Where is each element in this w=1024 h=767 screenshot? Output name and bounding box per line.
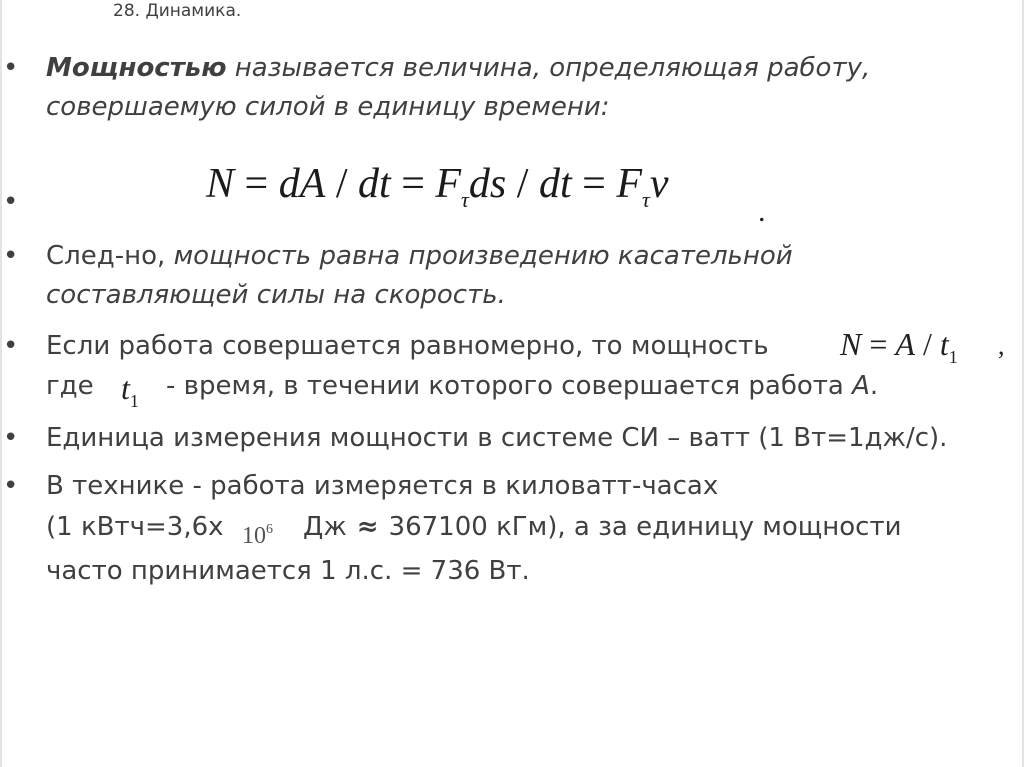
formula-symbol: ds <box>468 161 507 207</box>
slide-left-border <box>0 0 2 767</box>
consequence-text: мощность равна произведению касательной <box>173 241 793 271</box>
si-unit-text: Единица измерения мощности в системе СИ – ватт (1 Вт=1дж/с). <box>46 423 948 453</box>
technical-units-text: Дж <box>303 512 347 542</box>
bullet-line <box>46 507 224 547</box>
consequence-text: составляющей силы на скорость. <box>46 280 506 310</box>
formula-subscript: 1 <box>129 391 139 411</box>
bullet-line <box>46 551 530 591</box>
formula-symbol: dA <box>278 161 326 207</box>
formula-subscript: τ <box>641 187 650 212</box>
formula-trailing-dot: . <box>758 195 766 228</box>
formula-subscript: τ <box>461 187 469 212</box>
formula-base: 10 <box>242 523 266 549</box>
bullet-line <box>46 326 769 366</box>
bullet-line <box>46 236 793 276</box>
formula-symbol: v <box>649 161 669 207</box>
bullet-marker: • <box>3 241 19 271</box>
formula-symbol: dt <box>358 161 391 207</box>
bullet-line <box>46 87 610 127</box>
power-formula <box>206 158 669 226</box>
bullet-marker: • <box>3 471 19 501</box>
formula-symbol: dt <box>538 161 572 207</box>
technical-units-text: В технике - работа измеряется в киловатт-часах <box>46 471 719 501</box>
formula-comma <box>998 326 1005 366</box>
formula-symbol: F <box>616 161 642 207</box>
bullet-line <box>46 275 506 315</box>
definition-text: называется величина, определяющая работу, <box>226 53 871 83</box>
approx-symbol: ≈ <box>356 512 379 542</box>
formula-operator: / <box>506 161 539 207</box>
formula-exponent: 6 <box>266 522 273 537</box>
bullet-marker: • <box>3 331 19 361</box>
formula-symbol: F <box>435 161 462 207</box>
formula-subscript: 1 <box>948 347 958 367</box>
formula-symbol: N <box>840 326 862 362</box>
formula-operator: = <box>571 161 617 207</box>
formula-symbol: N <box>206 161 235 207</box>
uniform-work-text: Если работа совершается равномерно, то мощность <box>46 331 769 361</box>
bullet-marker: • <box>3 53 19 83</box>
bullet-marker: • <box>3 423 19 453</box>
formula-symbol: A <box>852 371 870 401</box>
bullet-line <box>46 48 870 88</box>
formula-operator: = <box>861 326 896 362</box>
slide-header: 28. Динамика. <box>113 1 242 21</box>
bullet-line <box>46 366 94 406</box>
term-highlight: Мощностью <box>46 53 227 83</box>
time-description-line <box>166 366 878 406</box>
uniform-work-text: где <box>46 371 94 401</box>
punctuation: . <box>869 371 879 401</box>
uniform-work-text: - время, в течении которого совершается работа <box>166 371 853 401</box>
bullet-line <box>46 466 718 506</box>
technical-units-text: часто принимается 1 л.с. = 736 Вт. <box>46 556 530 586</box>
formula-operator: = <box>390 161 436 207</box>
bullet-line <box>46 418 947 458</box>
lead-text: След-но, <box>46 241 174 271</box>
time-variable-t1 <box>121 366 139 423</box>
definition-text: совершаемую силой в единицу времени: <box>46 92 610 122</box>
punctuation: , <box>998 331 1005 360</box>
technical-units-text: (1 кВтч=3,6х <box>46 512 224 542</box>
formula-operator: = <box>234 161 279 207</box>
power-of-ten <box>242 510 273 556</box>
formula-symbol: t <box>121 370 130 406</box>
bullet-marker: • <box>3 187 19 217</box>
formula-operator: / <box>325 161 359 207</box>
formula-operator: / <box>914 326 940 362</box>
formula-symbol: t <box>939 326 949 362</box>
technical-units-text: 367100 кГм), а за единицу мощности <box>388 512 902 542</box>
kwh-equivalence-line <box>303 507 902 547</box>
formula-symbol: A <box>895 326 915 362</box>
